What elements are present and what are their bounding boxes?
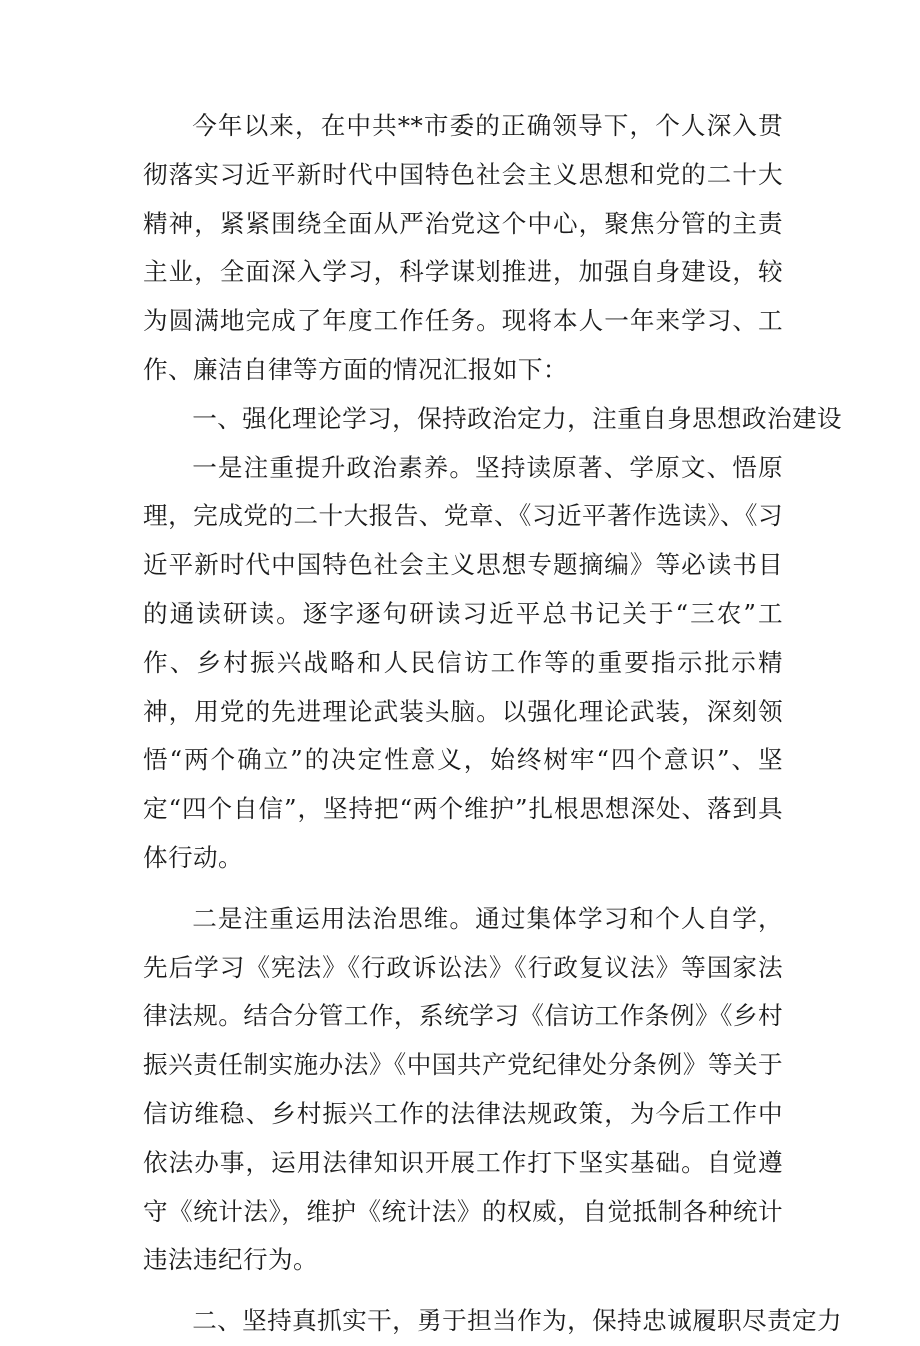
section-heading-2: 二、坚持真抓实干，勇于担当作为，保持忠诚履职尽责定力 [192, 1306, 843, 1336]
paragraph-rule-of-law: 二是注重运用法治思维。通过集体学习和个人自学，先后学习《宪法》《行政诉讼法》《行政复议法》等国家法律法规。结合分管工作，系统学习《信访工作条例》《乡村振兴责任制实施办法》《中国共产党纪律处分条例》等关于信访维稳、乡村振兴工作的法律法规政策，为今后工作中依法办事，运用法律知识开展工作打下坚实基础。自觉遵守《统计法》，维护《统计法》的权威，自觉抵制各种统计违法违纪行为。 [143, 903, 783, 1275]
section-heading-1: 一、强化理论学习，保持政治定力，注重自身思想政治建设 [192, 403, 843, 433]
document-body [143, 102, 843, 1346]
intro-paragraph: 今年以来，在中共**市委的正确领导下，个人深入贯彻落实习近平新时代中国特色社会主义思想和党的二十大精神，紧紧围绕全面从严治党这个中心，聚焦分管的主责主业，全面深入学习，科学谋划推进，加强自身建设，较为圆满地完成了年度工作任务。现将本人一年来学习、工作、廉洁自律等方面的情况汇报如下： [143, 111, 783, 384]
paragraph-political-literacy: 一是注重提升政治素养。坚持读原著、学原文、悟原理，完成党的二十大报告、党章、《习近平著作选读》、《习近平新时代中国特色社会主义思想专题摘编》等必读书目的通读研读。逐字逐句研读习近平总书记关于“三农”工作、乡村振兴战略和人民信访工作等的重要指示批示精神，用党的先进理论武装头脑。以强化理论武装，深刻领悟“两个确立”的决定性意义，始终树牢“四个意识”、坚定“四个自信”，坚持把“两个维护”扎根思想深处、落到具体行动。 [143, 452, 783, 872]
